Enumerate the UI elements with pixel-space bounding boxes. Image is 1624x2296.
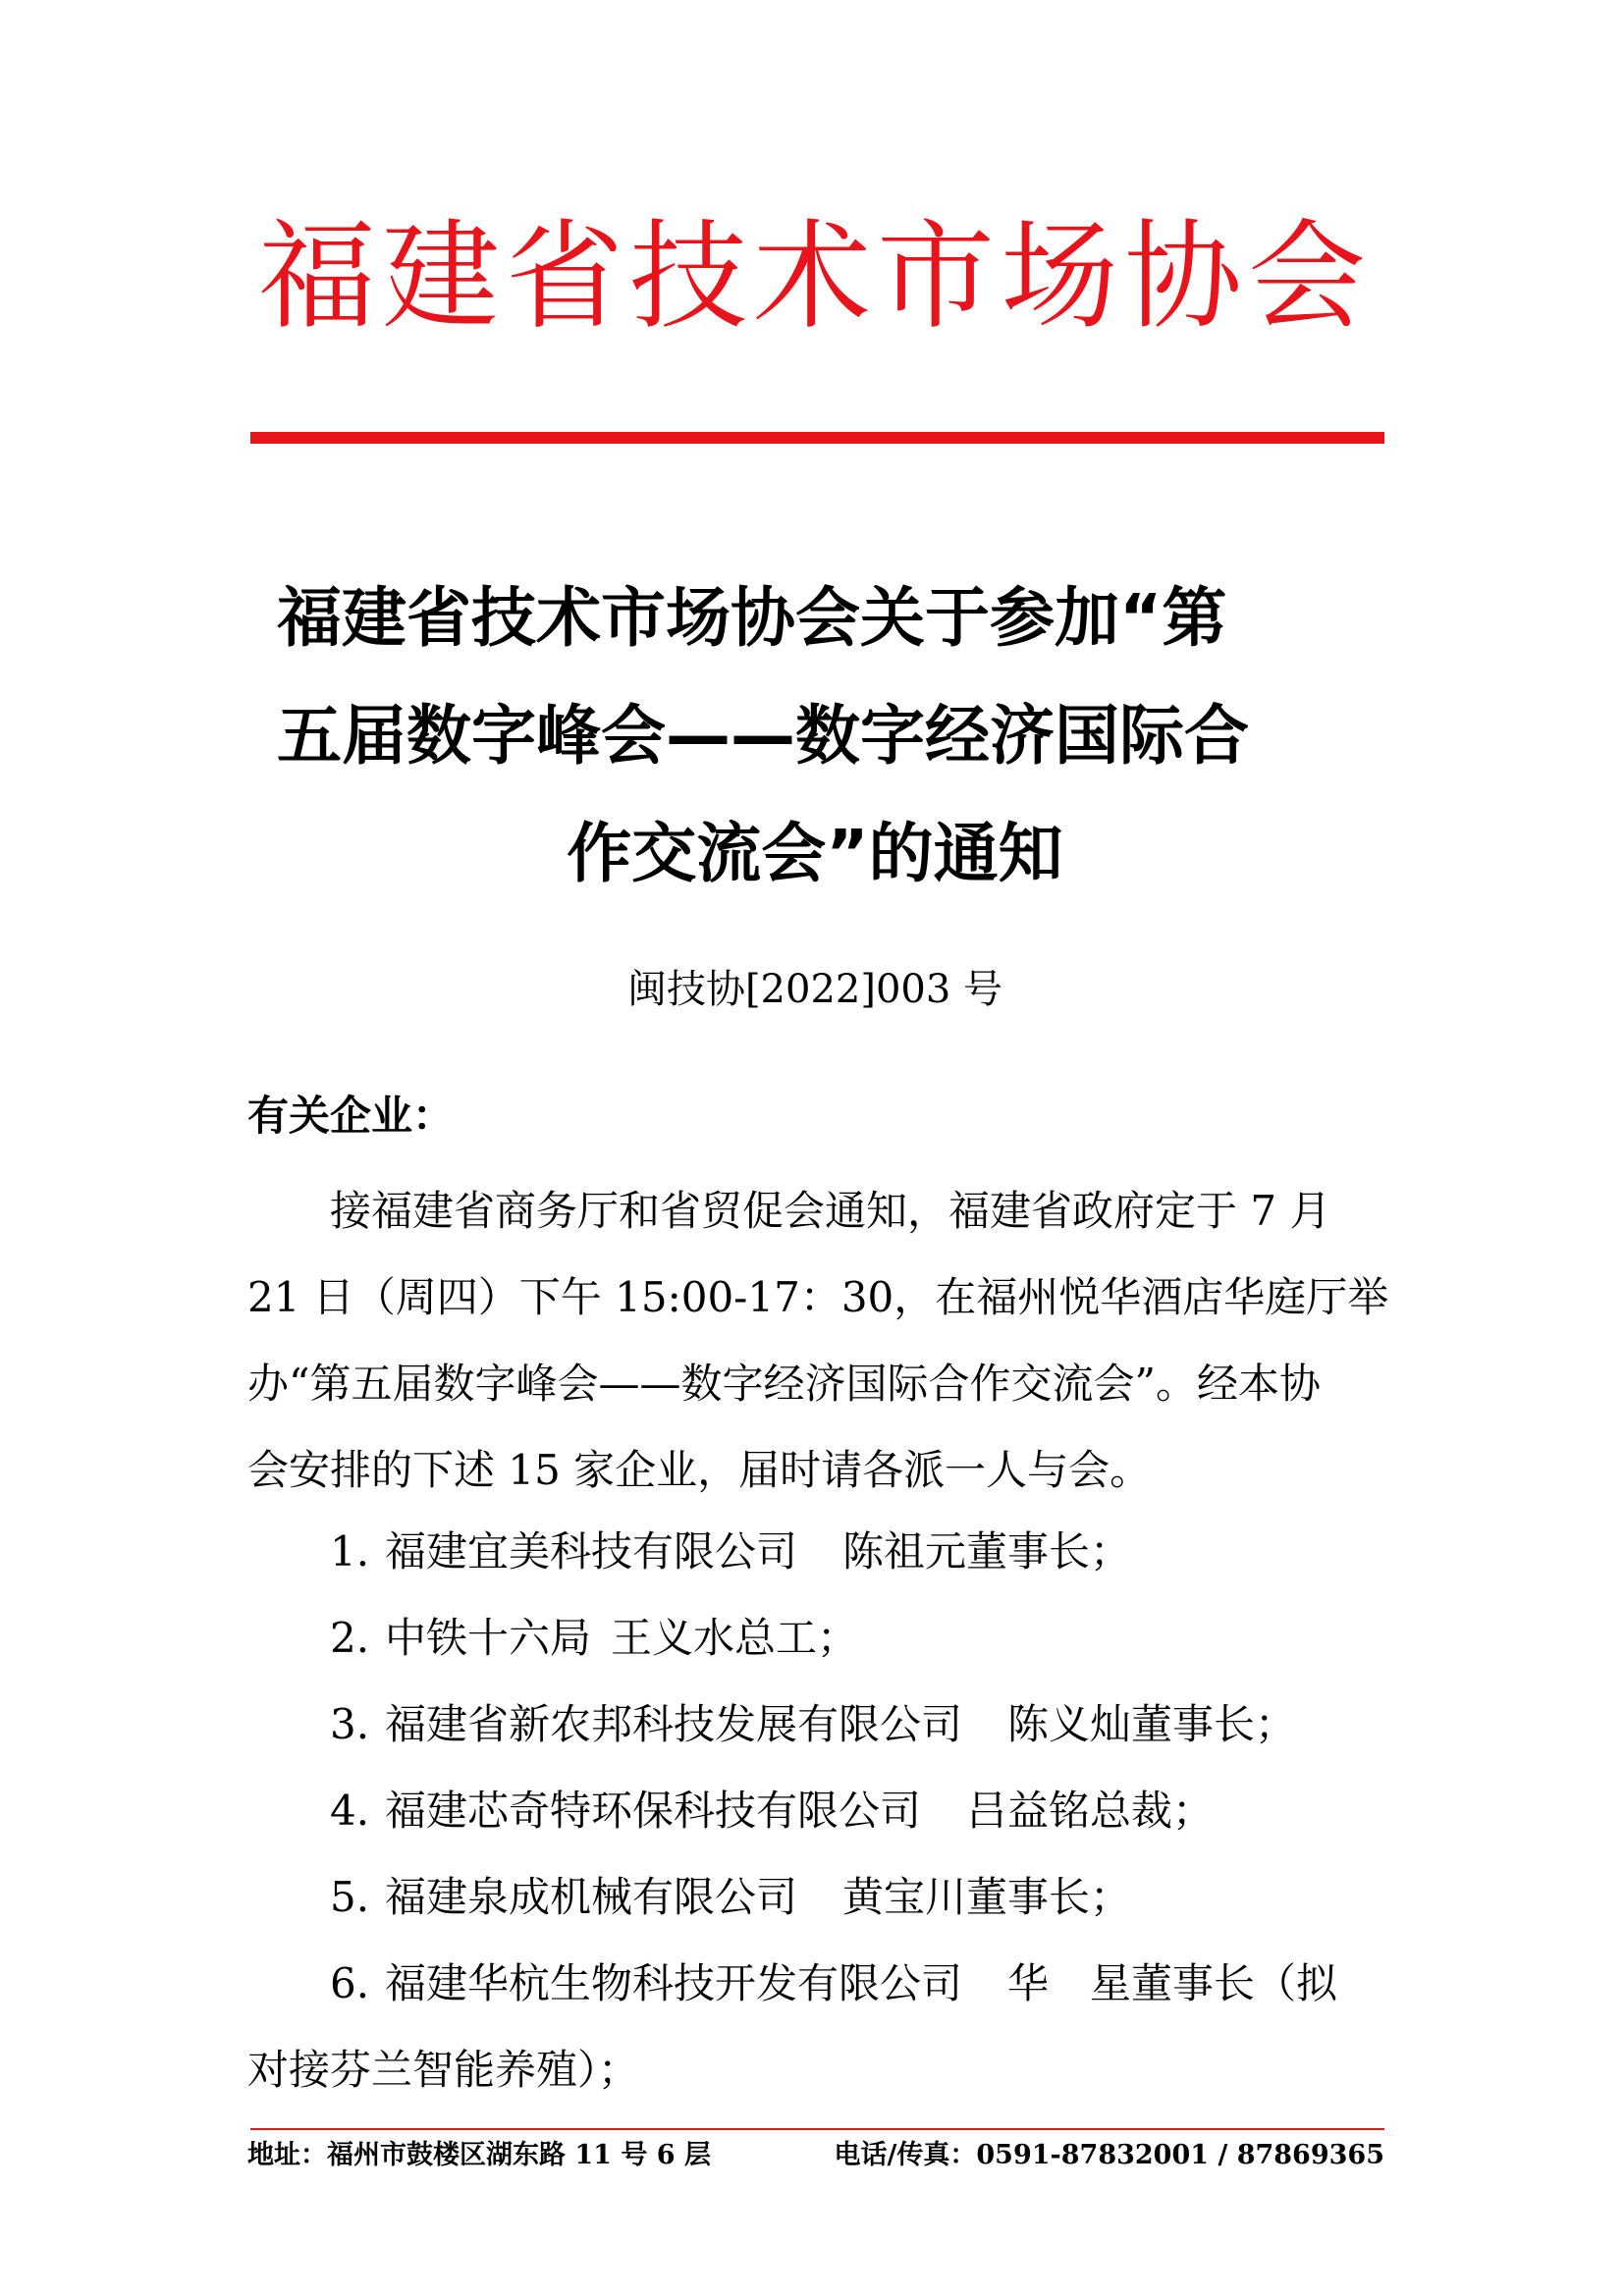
list-item-number: 1. [330,1527,370,1575]
footer-phone: 电话/传真：0591-87832001 / 87869365 [834,2140,1384,2170]
body-line-1: 接福建省商务厅和省贸促会通知，福建省政府定于 7 月 [330,1187,1331,1235]
list-item [247,1509,1386,1595]
list-item-number: 6. [330,1959,370,2007]
list-item-continuation: 对接芬兰智能养殖）； [247,2046,640,2094]
title-line-3: 作交流会”的通知 [567,816,1063,891]
document-title [245,560,1384,913]
list-item-person: 王义水总工； [611,1614,859,1662]
body-line-4: 会安排的下述 15 家企业，届时请各派一人与会。 [247,1446,1152,1494]
list-item [247,1595,1386,1682]
list-item-company: 福建泉成机械有限公司 [385,1873,798,1921]
salutation: 有关企业： [247,1092,455,1140]
title-line-2: 五届数字峰会——数字经济国际合 [277,698,1249,774]
list-item [247,1941,1386,2027]
list-item-person: 陈义灿董事长； [1007,1700,1297,1748]
list-item-person: 华 星董事长（拟 [1007,1959,1338,2007]
list-item-number: 2. [330,1614,370,1662]
list-item-company: 中铁十六局 [385,1614,592,1662]
list-item-company: 福建华杭生物科技开发有限公司 [385,1959,963,2007]
list-item [247,1682,1386,1768]
organization-letterhead: 福建省技术市场协会 [258,209,1372,346]
list-item [247,1854,1386,1941]
footer-address: 地址：福州市鼓楼区湖东路 11 号 6 层 [247,2140,711,2170]
list-item-number: 4. [330,1787,370,1835]
list-item [247,1768,1386,1854]
list-item-number: 5. [330,1873,370,1921]
list-item-person: 陈祖元董事长； [842,1527,1132,1575]
list-item-person: 黄宝川董事长； [842,1873,1132,1921]
attendee-list [247,1509,1386,2113]
body-line-2: 21 日（周四）下午 15:00-17：30，在福州悦华酒店华庭厅举 [247,1273,1389,1321]
list-item-company: 福建宜美科技有限公司 [385,1527,798,1575]
footer-red-rule [250,2128,1384,2130]
letterhead-red-rule [250,432,1384,444]
document-number: 闽技协[2022]003 号 [626,967,1003,1012]
title-line-1: 福建省技术市场协会关于参加“第 [277,580,1227,656]
body-line-3: 办“第五届数字峰会——数字经济国际合作交流会”。经本协 [247,1360,1321,1408]
body-paragraph [247,1168,1389,1514]
list-item-person: 吕益铭总裁； [966,1787,1215,1835]
list-item-company: 福建芯奇特环保科技有限公司 [385,1787,922,1835]
list-item-number: 3. [330,1700,370,1748]
list-item-company: 福建省新农邦科技发展有限公司 [385,1700,963,1748]
